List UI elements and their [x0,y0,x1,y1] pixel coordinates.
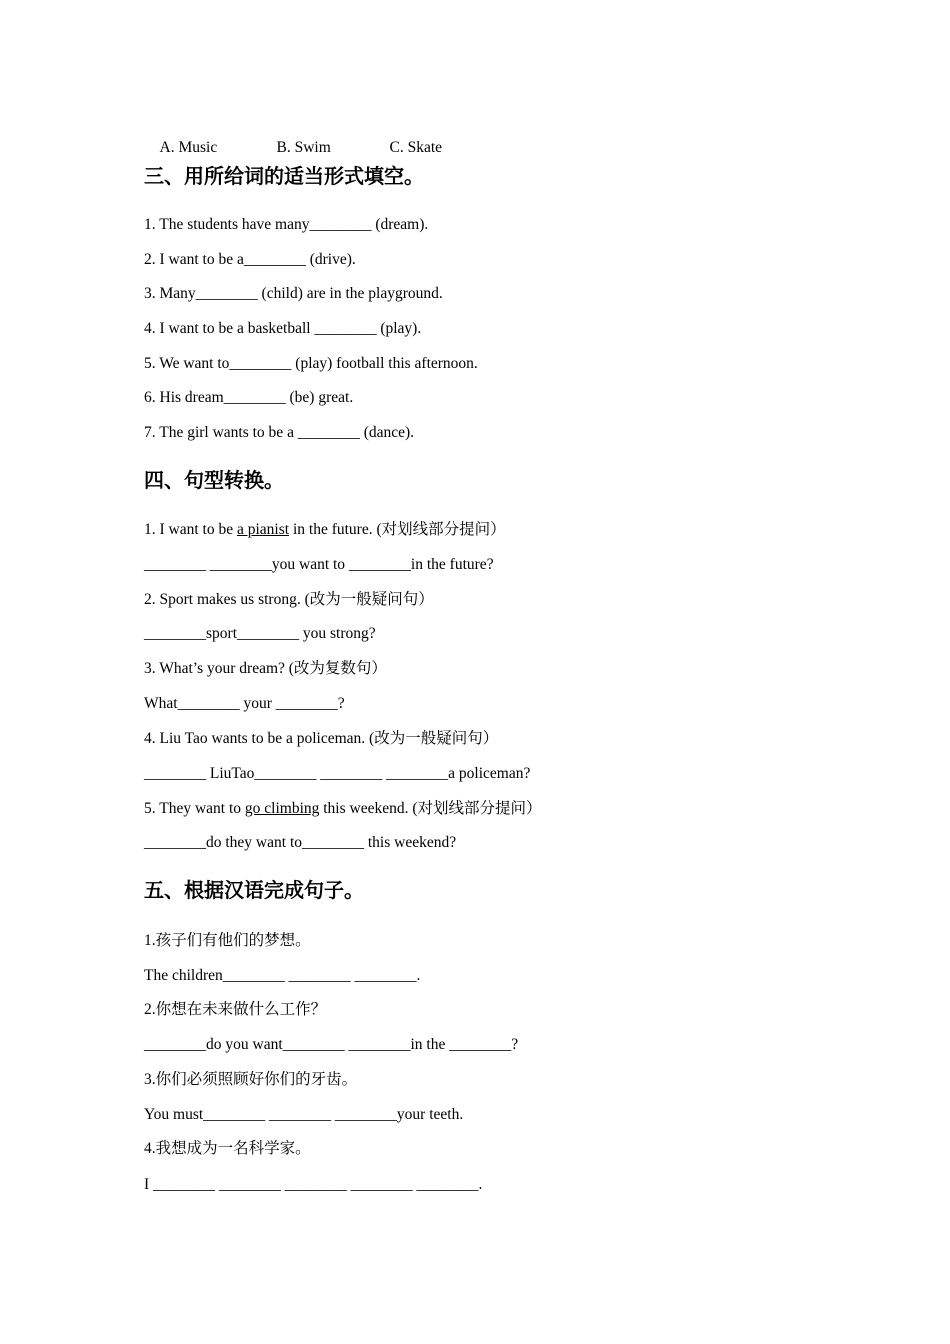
question-5-suffix: this weekend. (对划线部分提问） [319,800,542,817]
section-3-item-5: 5. We want to________ (play) football this afternoon. [144,355,478,372]
section-4-answer-5: ________do they want to________ this weekend? [144,834,457,851]
section-5-answer-4: I ________ ________ ________ ________ ________. [144,1176,483,1193]
section-4-answer-4: ________ LiuTao________ ________ ________a policeman? [144,765,531,782]
section-4-answer-2: ________sport________ you strong? [144,625,376,642]
section-5-heading: 五、根据汉语完成句子。 [144,878,364,902]
section-4-question-1 [144,520,506,540]
option-c: C. Skate [389,139,443,156]
section-4-question-3: 3. What’s your dream? (改为复数句） [144,660,387,677]
question-1-suffix: in the future. (对划线部分提问） [289,521,506,538]
section-4-answer-1: ________ ________you want to ________in the future? [144,556,494,573]
section-5-prompt-2: 2.你想在未来做什么工作？ [144,1001,327,1018]
section-5-prompt-1: 1.孩子们有他们的梦想。 [144,932,311,949]
question-1-prefix: 1. I want to be [144,521,237,538]
section-3-item-7: 7. The girl wants to be a ________ (dance). [144,424,415,441]
section-3-item-6: 6. His dream________ (be) great. [144,389,354,406]
question-5-prefix: 5. They want to [144,800,245,817]
section-5-answer-2: ________do you want________ ________in the ________? [144,1036,519,1053]
option-a: A. Music [159,139,218,156]
section-3-item-1: 1. The students have many________ (dream). [144,216,429,233]
section-4-question-2: 2. Sport makes us strong. (改为一般疑问句） [144,591,434,608]
question-5-underlined: go climbing [244,800,320,817]
section-5-prompt-4: 4.我想成为一名科学家。 [144,1140,311,1157]
section-3-item-3: 3. Many________ (child) are in the playground. [144,285,443,302]
section-4-question-5 [144,799,542,819]
section-5-prompt-3: 3.你们必须照顾好你们的牙齿。 [144,1071,358,1088]
section-3-item-2: 2. I want to be a________ (drive). [144,251,356,268]
section-4-question-4: 4. Liu Tao wants to be a policeman. (改为一般疑问句） [144,730,499,747]
option-b: B. Swim [276,139,331,156]
section-3-item-4: 4. I want to be a basketball ________ (play). [144,320,422,337]
section-5-answer-1: The children________ ________ ________. [144,967,421,984]
section-3-heading: 三、用所给词的适当形式填空。 [144,164,424,188]
section-4-heading: 四、句型转换。 [144,468,284,492]
section-5-answer-3: You must________ ________ ________your teeth. [144,1106,464,1123]
question-1-underlined: a pianist [236,521,290,538]
section-4-answer-3: What________ your ________? [144,695,345,712]
